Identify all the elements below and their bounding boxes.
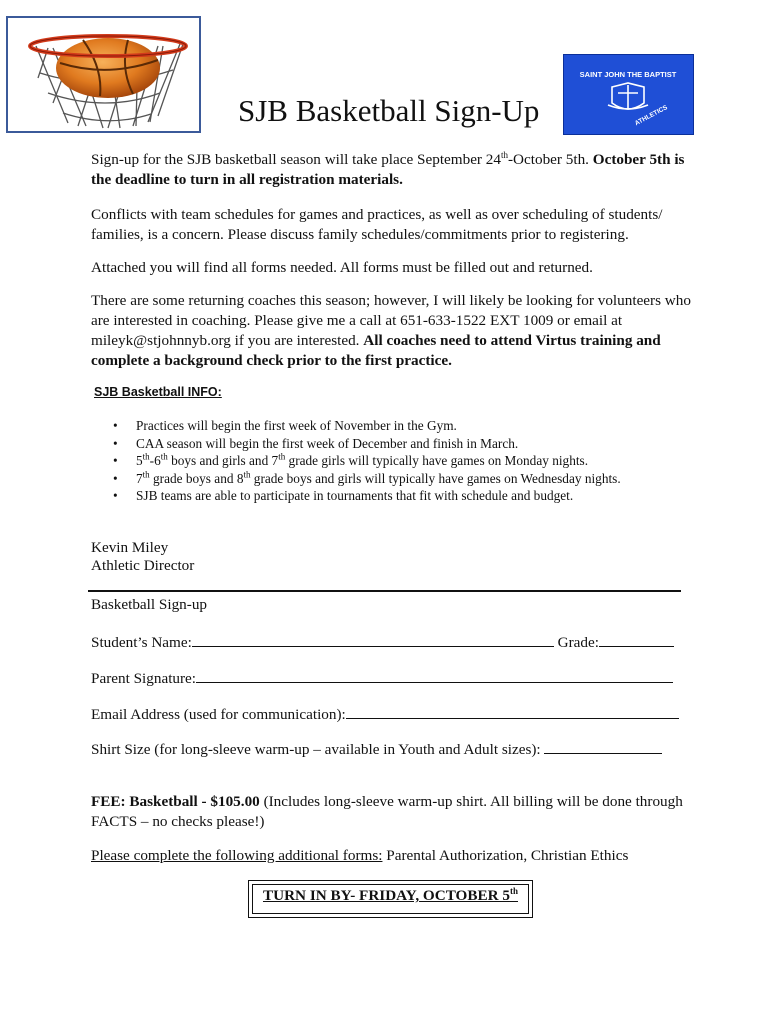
bullet-icon: •: [113, 488, 118, 503]
parent-signature-row: [91, 667, 691, 688]
shirt-size-row: [91, 738, 691, 759]
fee-amount: FEE: Basketball - $105.00: [91, 793, 260, 810]
list-item-text: boys and girls and 7: [167, 453, 279, 468]
signature-name: Kevin Miley: [91, 539, 169, 556]
bullet-icon: •: [113, 470, 118, 486]
sjb-athletics-logo: [563, 54, 694, 135]
intro-paragraph-2: Conflicts with team schedules for games and practices, as well as over scheduling of students/ families, is a concern. Please discuss family schedules/commitments prior to registering.: [91, 206, 663, 243]
badge-line1: SAINT JOHN THE BAPTIST: [579, 70, 677, 79]
intro-p1-deadline: October 5th is the deadline to turn in all registration materials.: [91, 151, 685, 188]
parent-signature-label: Parent Signature:: [91, 670, 197, 687]
sup-text: th: [160, 451, 168, 462]
fee-details: (Includes long-sleeve warm-up shirt. All billing will be done through FACTS – no checks please!): [91, 793, 683, 830]
student-name-field[interactable]: [192, 631, 554, 647]
intro-paragraph-4: [91, 291, 691, 371]
turn-in-sup: th: [509, 885, 518, 896]
shirt-size-label: Shirt Size (for long-sleeve warm-up – available in Youth and Adult sizes):: [91, 741, 545, 758]
grade-field[interactable]: [599, 631, 674, 647]
list-item-text: grade boys and girls will typically have games on Wednesday nights.: [250, 470, 621, 486]
list-item: [113, 452, 713, 470]
basketball-hoop-icon: [8, 18, 199, 131]
list-item-text: Practices will begin the first week of November in the Gym.: [136, 418, 457, 433]
form-heading: Basketball Sign-up: [91, 596, 208, 613]
shirt-size-field[interactable]: [544, 738, 662, 754]
info-bullet-list: [113, 417, 713, 505]
list-item-text: grade boys and 8: [149, 470, 244, 486]
intro-p4-text: There are some returning coaches this season; however, I will likely be looking for volunteers who are interested in coaching. Please give me a call at 651-633-1522 EXT 1009 or email at mileyk@stjohnnyb.org if you are interested.: [91, 292, 691, 349]
turn-in-text: [249, 887, 532, 905]
email-field[interactable]: [346, 703, 679, 719]
info-heading: SJB Basketball INFO:: [94, 385, 222, 399]
section-divider: [88, 590, 681, 592]
sup-text: th: [142, 469, 150, 480]
forms-note: [91, 846, 691, 866]
turn-in-box: [248, 880, 533, 918]
badge-line2: ATHLETICS: [633, 104, 669, 128]
list-item-text: SJB teams are able to participate in tournaments that fit with schedule and budget.: [136, 488, 574, 503]
list-item-text: 7: [136, 470, 143, 486]
forms-note-list: Parental Authorization, Christian Ethics: [382, 847, 629, 864]
list-item-text: CAA season will begin the first week of December and finish in March.: [136, 435, 519, 451]
sup-text: th: [278, 451, 286, 462]
list-item-text: -6: [149, 453, 161, 468]
forms-note-label: Please complete the following additional forms:: [91, 847, 383, 864]
student-name-label: Student’s Name:: [91, 634, 192, 651]
sup-text: th: [142, 451, 150, 462]
list-item: [113, 470, 713, 488]
list-item-text: 5: [136, 453, 143, 468]
bullet-icon: •: [113, 435, 118, 451]
intro-paragraph-3: Attached you will find all forms needed. All forms must be filled out and returned.: [91, 259, 593, 276]
signature-role: Athletic Director: [91, 557, 195, 574]
bullet-icon: •: [113, 453, 118, 468]
grade-label: Grade:: [557, 634, 599, 651]
email-row: [91, 703, 691, 724]
basketball-hoop-logo: [6, 16, 201, 133]
list-item-text: grade girls will typically have games on Monday nights.: [285, 453, 589, 468]
page-title: SJB Basketball Sign-Up: [238, 93, 540, 128]
email-label: Email Address (used for communication):: [91, 706, 346, 723]
parent-signature-field[interactable]: [196, 667, 673, 683]
list-item: [113, 417, 713, 435]
intro-p1-text-a: Sign-up for the SJB basketball season will take place September 24: [91, 151, 501, 168]
sup-text: th: [243, 469, 251, 480]
list-item: [113, 487, 713, 505]
intro-p1-sup: th: [500, 149, 508, 160]
intro-p1-text-b: -October 5th.: [508, 151, 593, 168]
fee-paragraph: [91, 792, 691, 832]
bullet-icon: •: [113, 418, 118, 433]
intro-p4-coach-requirement: All coaches need to attend Virtus training and complete a background check prior to the first practice.: [91, 332, 661, 369]
student-name-row: [91, 631, 691, 652]
list-item: [113, 435, 713, 453]
turn-in-label: TURN IN BY- FRIDAY, OCTOBER 5: [262, 887, 510, 904]
intro-paragraph-1: [91, 150, 691, 190]
sjb-athletics-seal-icon: [564, 55, 693, 134]
